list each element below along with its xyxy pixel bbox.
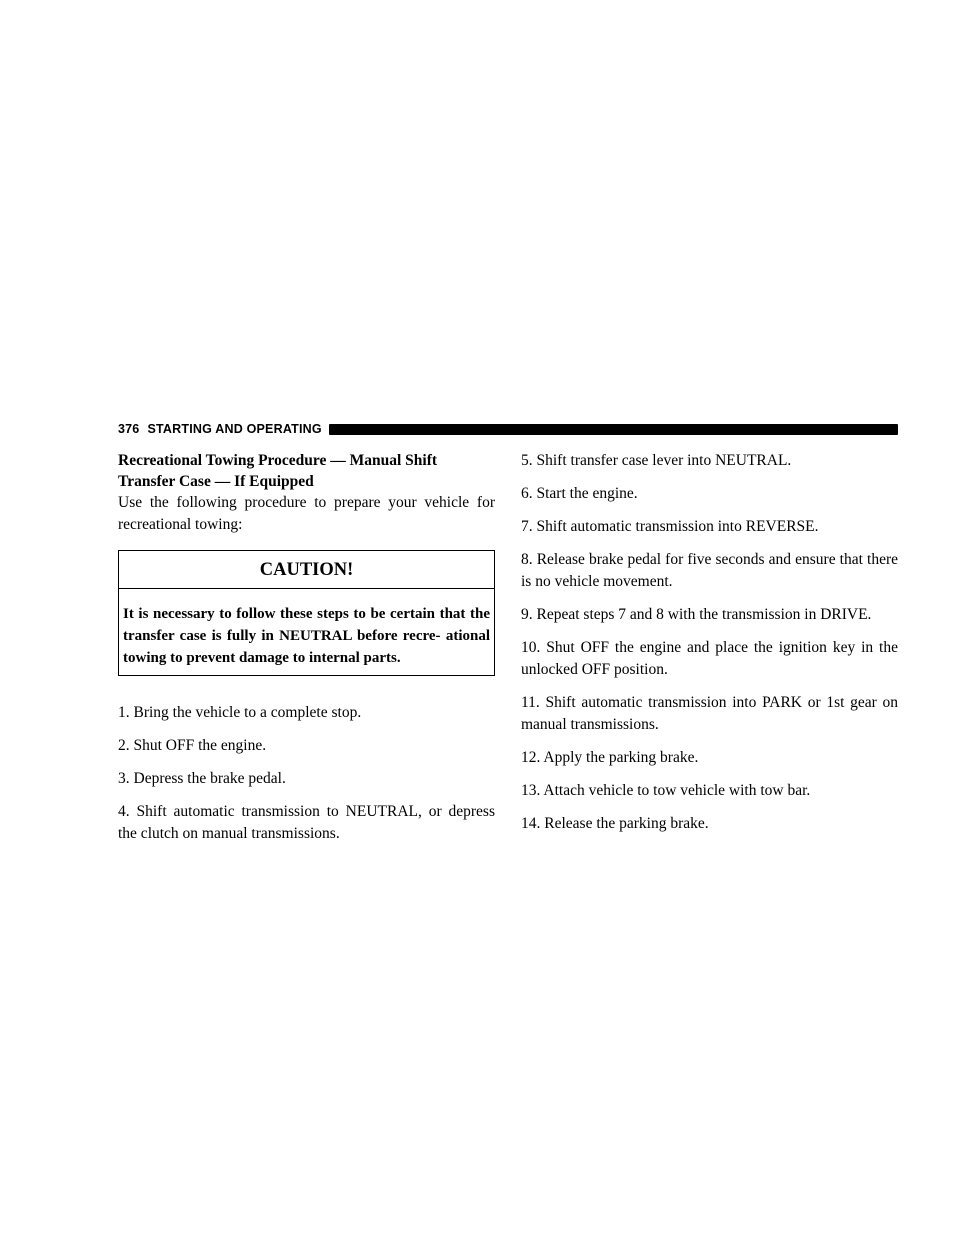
step-1: 1. Bring the vehicle to a complete stop. bbox=[118, 704, 362, 721]
step-3: 3. Depress the brake pedal. bbox=[118, 770, 286, 787]
step-8: 8. Release brake pedal for five seconds and ensure that there is no vehicle movement. bbox=[521, 551, 898, 590]
header-rule bbox=[329, 424, 898, 435]
step-2: 2. Shut OFF the engine. bbox=[118, 737, 267, 754]
page-header bbox=[118, 421, 898, 437]
step-9: 9. Repeat steps 7 and 8 with the transmission in DRIVE. bbox=[521, 606, 872, 623]
section-title: STARTING AND OPERATING bbox=[147, 422, 322, 436]
step-12: 12. Apply the parking brake. bbox=[521, 749, 699, 766]
step-14: 14. Release the parking brake. bbox=[521, 815, 709, 832]
section-heading-line1: Recreational Towing Procedure — Manual Shift bbox=[118, 452, 438, 469]
page-number: 376 bbox=[118, 422, 140, 436]
step-11: 11. Shift automatic transmission into PARK or 1st gear on manual transmissions. bbox=[521, 694, 898, 733]
step-7: 7. Shift automatic transmission into REVERSE. bbox=[521, 518, 819, 535]
step-10: 10. Shut OFF the engine and place the ignition key in the unlocked OFF position. bbox=[521, 639, 898, 678]
right-column bbox=[521, 450, 898, 835]
caution-text: It is necessary to follow these steps to be certain that the transfer case is fully in NEUTRAL before recre- ational towing to prevent damage to internal parts. bbox=[123, 606, 490, 666]
caution-title: CAUTION! bbox=[119, 551, 494, 589]
left-column bbox=[118, 450, 495, 845]
step-13: 13. Attach vehicle to tow vehicle with tow bar. bbox=[521, 782, 811, 799]
step-4: 4. Shift automatic transmission to NEUTRAL, or depress the clutch on manual transmissions. bbox=[118, 803, 495, 842]
step-5: 5. Shift transfer case lever into NEUTRAL. bbox=[521, 452, 792, 469]
caution-box bbox=[118, 550, 495, 676]
section-heading bbox=[118, 450, 495, 492]
intro-paragraph: Use the following procedure to prepare your vehicle for recreational towing: bbox=[118, 494, 495, 533]
section-heading-line2: Transfer Case — If Equipped bbox=[118, 473, 314, 490]
step-6: 6. Start the engine. bbox=[521, 485, 638, 502]
